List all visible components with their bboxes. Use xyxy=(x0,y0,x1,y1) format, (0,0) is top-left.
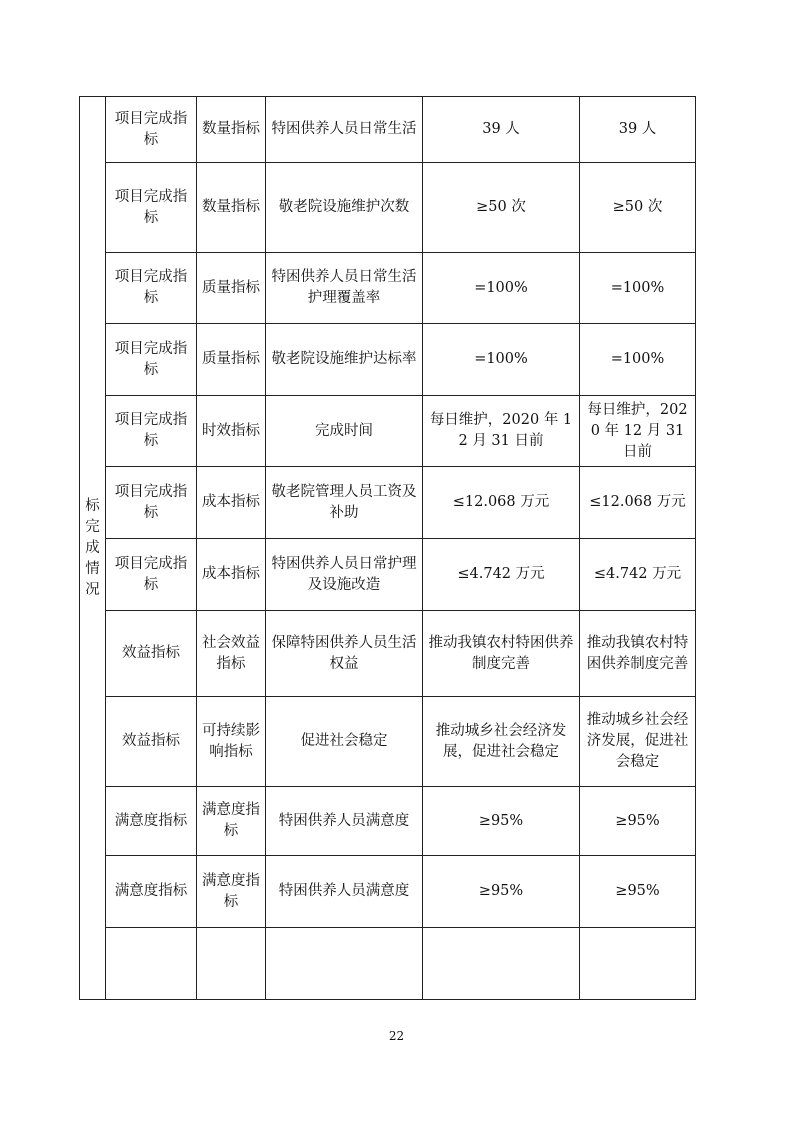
indicator-name: 特困供养人员日常生活护理覆盖率 xyxy=(266,253,423,324)
indicator-name: 敬老院管理人员工资及补助 xyxy=(266,467,423,539)
indicator-name: 完成时间 xyxy=(266,396,423,467)
indicator-category: 项目完成指标 xyxy=(106,163,197,253)
indicator-name: 敬老院设施维护达标率 xyxy=(266,324,423,396)
indicator-name: 保障特困供养人员生活权益 xyxy=(266,611,423,697)
indicator-category: 满意度指标 xyxy=(106,787,197,856)
table-row xyxy=(80,396,696,467)
indicator-name: 促进社会稳定 xyxy=(266,697,423,787)
actual-value xyxy=(580,928,696,1000)
indicator-type: 质量指标 xyxy=(197,253,266,324)
indicator-type: 成本指标 xyxy=(197,467,266,539)
table-row xyxy=(80,611,696,697)
indicator-name: 特困供养人员满意度 xyxy=(266,787,423,856)
indicator-name: 敬老院设施维护次数 xyxy=(266,163,423,253)
indicator-category: 项目完成指标 xyxy=(106,467,197,539)
table-row xyxy=(80,97,696,163)
actual-value: ≤12.068 万元 xyxy=(580,467,696,539)
indicator-name: 特困供养人员日常护理及设施改造 xyxy=(266,539,423,611)
indicator-category: 项目完成指标 xyxy=(106,539,197,611)
table-row xyxy=(80,856,696,928)
actual-value: 39 人 xyxy=(580,97,696,163)
actual-value: =100% xyxy=(580,253,696,324)
target-value: ≤4.742 万元 xyxy=(423,539,580,611)
indicator-category: 效益指标 xyxy=(106,611,197,697)
target-value: 推动我镇农村特困供养制度完善 xyxy=(423,611,580,697)
indicator-name: 特困供养人员满意度 xyxy=(266,856,423,928)
target-value: ≥95% xyxy=(423,856,580,928)
indicator-type: 数量指标 xyxy=(197,163,266,253)
table-row xyxy=(80,697,696,787)
target-value: 每日维护，2020 年 12 月 31 日前 xyxy=(423,396,580,467)
target-value: =100% xyxy=(423,253,580,324)
table-row xyxy=(80,787,696,856)
side-label-cell xyxy=(80,97,106,1000)
actual-value: 每日维护，2020 年 12 月 31 日前 xyxy=(580,396,696,467)
indicator-name: 特困供养人员日常生活 xyxy=(266,97,423,163)
target-value: 推动城乡社会经济发展，促进社会稳定 xyxy=(423,697,580,787)
indicator-table xyxy=(79,96,696,1000)
side-label: 标完成情况 xyxy=(85,497,100,598)
indicator-category: 项目完成指标 xyxy=(106,253,197,324)
table-row xyxy=(80,539,696,611)
indicator-category: 效益指标 xyxy=(106,697,197,787)
table-row xyxy=(80,163,696,253)
indicator-type: 可持续影响指标 xyxy=(197,697,266,787)
indicator-type: 满意度指标 xyxy=(197,856,266,928)
actual-value: =100% xyxy=(580,324,696,396)
target-value: 39 人 xyxy=(423,97,580,163)
indicator-type: 社会效益指标 xyxy=(197,611,266,697)
target-value: ≥95% xyxy=(423,787,580,856)
indicator-category xyxy=(106,928,197,1000)
actual-value: 推动我镇农村特困供养制度完善 xyxy=(580,611,696,697)
target-value: =100% xyxy=(423,324,580,396)
indicator-type: 成本指标 xyxy=(197,539,266,611)
indicator-type: 数量指标 xyxy=(197,97,266,163)
target-value xyxy=(423,928,580,1000)
indicator-category: 项目完成指标 xyxy=(106,97,197,163)
table-row xyxy=(80,253,696,324)
indicator-name xyxy=(266,928,423,1000)
table-row xyxy=(80,928,696,1000)
page-number: 22 xyxy=(388,1029,405,1043)
indicator-type: 质量指标 xyxy=(197,324,266,396)
indicator-type: 时效指标 xyxy=(197,396,266,467)
actual-value: ≥50 次 xyxy=(580,163,696,253)
indicator-category: 项目完成指标 xyxy=(106,396,197,467)
indicator-category: 项目完成指标 xyxy=(106,324,197,396)
target-value: ≤12.068 万元 xyxy=(423,467,580,539)
indicator-type: 满意度指标 xyxy=(197,787,266,856)
indicator-type xyxy=(197,928,266,1000)
actual-value: 推动城乡社会经济发展，促进社会稳定 xyxy=(580,697,696,787)
actual-value: ≤4.742 万元 xyxy=(580,539,696,611)
target-value: ≥50 次 xyxy=(423,163,580,253)
actual-value: ≥95% xyxy=(580,787,696,856)
indicator-category: 满意度指标 xyxy=(106,856,197,928)
table-row xyxy=(80,467,696,539)
actual-value: ≥95% xyxy=(580,856,696,928)
table-row xyxy=(80,324,696,396)
